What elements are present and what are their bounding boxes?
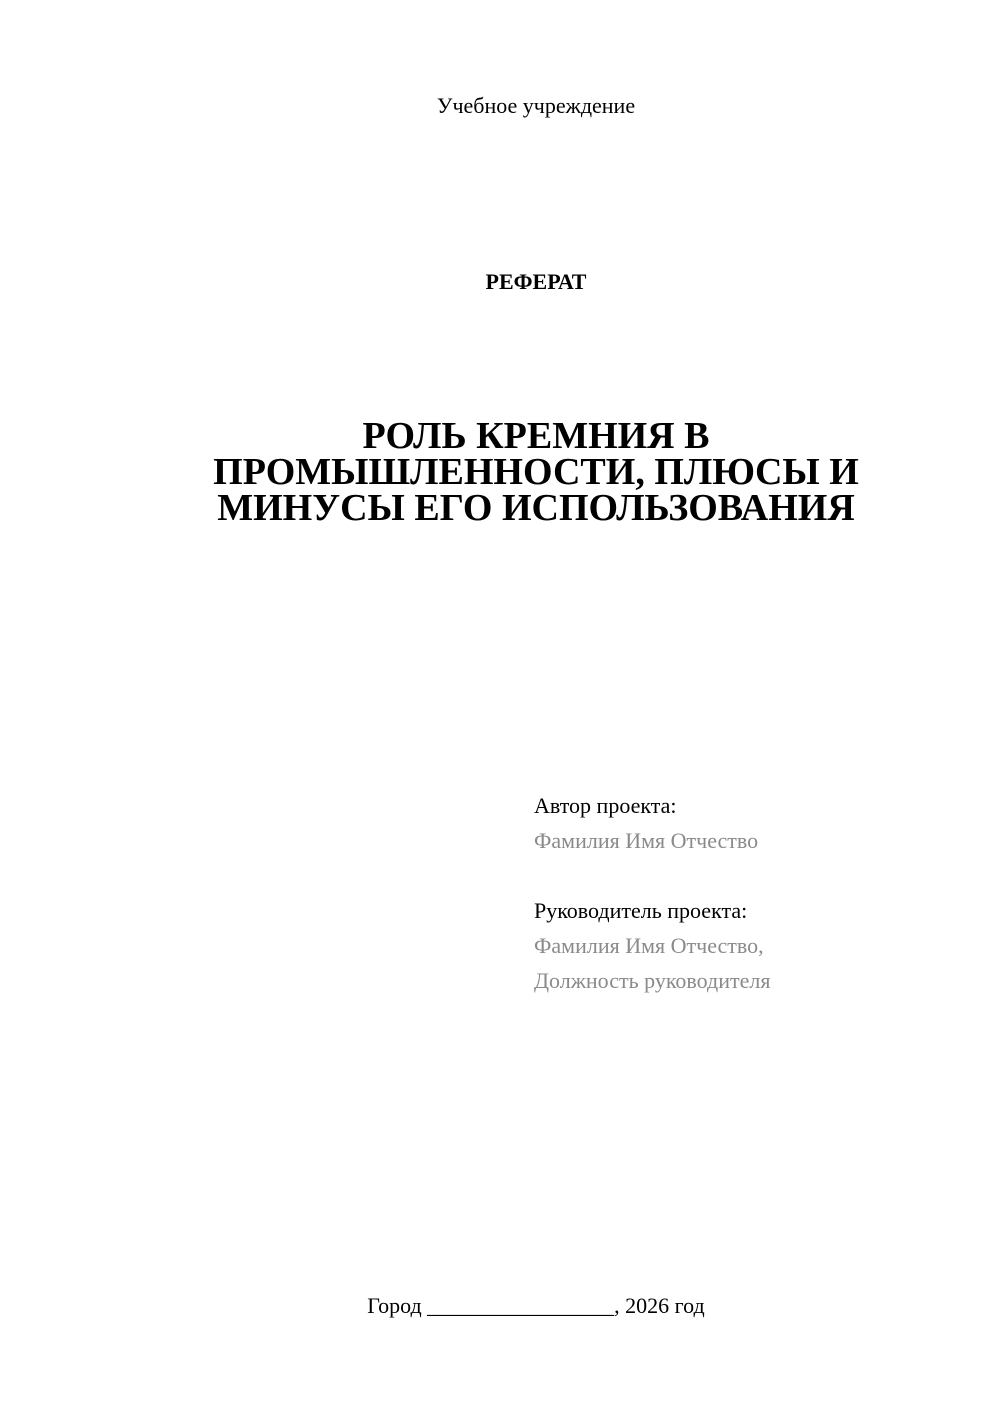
supervisor-label: Руководитель проекта: [534,898,748,923]
project-people-block [534,788,974,998]
city-year-line: Город _________________, 2026 год [367,1293,705,1318]
title-line-1: РОЛЬ КРЕМНИЯ В [362,415,710,457]
supervisor-name: Фамилия Имя Отчество, [534,933,764,958]
author-name: Фамилия Имя Отчество [534,828,759,853]
document-type: РЕФЕРАТ [485,269,587,294]
institution-name: Учебное учреждение [436,93,636,118]
title-line-2: ПРОМЫШЛЕННОСТИ, ПЛЮСЫ И [213,451,859,493]
supervisor-position: Должность руководителя [534,968,771,993]
title-line-3: МИНУСЫ ЕГО ИСПОЛЬЗОВАНИЯ [217,487,855,529]
spacer [534,858,974,893]
author-label: Автор проекта: [534,793,677,818]
document-title [0,415,1000,529]
